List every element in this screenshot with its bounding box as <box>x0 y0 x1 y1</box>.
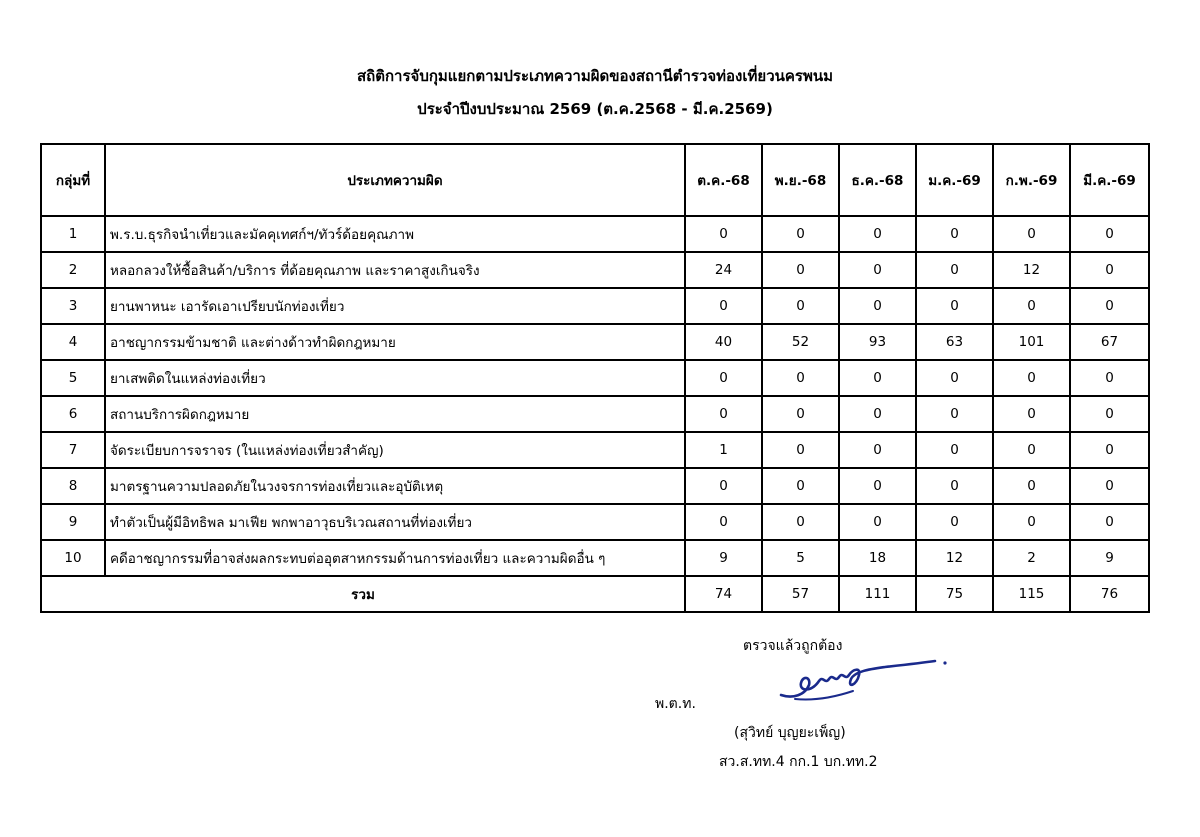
group-number-cell: 7 <box>41 432 105 468</box>
monthly-count-cell: 0 <box>685 468 762 504</box>
total-cell: 57 <box>762 576 839 612</box>
monthly-count-cell: 0 <box>762 216 839 252</box>
offense-type-cell: สถานบริการผิดกฎหมาย <box>105 396 685 432</box>
monthly-count-cell: 0 <box>993 360 1070 396</box>
table-row <box>41 360 1149 396</box>
group-number-cell: 4 <box>41 324 105 360</box>
total-cell: 115 <box>993 576 1070 612</box>
monthly-count-cell: 0 <box>993 288 1070 324</box>
table-row <box>41 324 1149 360</box>
monthly-count-cell: 0 <box>762 288 839 324</box>
monthly-count-cell: 18 <box>839 540 916 576</box>
monthly-count-cell: 0 <box>916 396 993 432</box>
total-cell: 74 <box>685 576 762 612</box>
document-subtitle: ประจำปีงบประมาณ 2569 (ต.ค.2568 - มี.ค.2569) <box>417 100 773 118</box>
signer-name: (สุวิทย์ บุญยะเพ็ญ) <box>734 725 846 741</box>
offense-type-cell: ยาเสพติดในแหล่งท่องเที่ยว <box>105 360 685 396</box>
offense-type-cell: อาชญากรรมข้ามชาติ และต่างด้าวทำผิดกฎหมาย <box>105 324 685 360</box>
monthly-count-cell: 5 <box>762 540 839 576</box>
monthly-count-cell: 0 <box>916 360 993 396</box>
column-header-month: ธ.ค.-68 <box>839 144 916 216</box>
monthly-count-cell: 0 <box>839 396 916 432</box>
table-row <box>41 432 1149 468</box>
monthly-count-cell: 0 <box>1070 288 1149 324</box>
monthly-count-cell: 0 <box>916 468 993 504</box>
offense-type-cell: มาตรฐานความปลอดภัยในวงจรการท่องเที่ยวและอุบัติเหตุ <box>105 468 685 504</box>
column-header-month: ต.ค.-68 <box>685 144 762 216</box>
document-title: สถิติการจับกุมแยกตามประเภทความผิดของสถานีตำรวจท่องเที่ยวนครพนม <box>356 67 833 85</box>
table-row <box>41 540 1149 576</box>
table-row <box>41 252 1149 288</box>
group-number-cell: 2 <box>41 252 105 288</box>
monthly-count-cell: 2 <box>993 540 1070 576</box>
monthly-count-cell: 0 <box>685 360 762 396</box>
total-cell: 75 <box>916 576 993 612</box>
monthly-count-cell: 24 <box>685 252 762 288</box>
monthly-count-cell: 0 <box>762 396 839 432</box>
group-number-cell: 8 <box>41 468 105 504</box>
offense-type-cell: พ.ร.บ.ธุรกิจนำเที่ยวและมัคคุเทศก์ฯ/ทัวร์ด้อยคุณภาพ <box>105 216 685 252</box>
signer-rank: พ.ต.ท. <box>655 696 696 712</box>
group-number-cell: 5 <box>41 360 105 396</box>
monthly-count-cell: 0 <box>685 288 762 324</box>
table-row <box>41 396 1149 432</box>
arrest-statistics-table <box>40 143 1150 613</box>
monthly-count-cell: 0 <box>1070 468 1149 504</box>
monthly-count-cell: 0 <box>993 468 1070 504</box>
group-number-cell: 10 <box>41 540 105 576</box>
monthly-count-cell: 0 <box>1070 396 1149 432</box>
column-header-month: มี.ค.-69 <box>1070 144 1149 216</box>
offense-type-cell: ยานพาหนะ เอารัดเอาเปรียบนักท่องเที่ยว <box>105 288 685 324</box>
monthly-count-cell: 0 <box>762 468 839 504</box>
column-header-offense-type: ประเภทความผิด <box>105 144 685 216</box>
monthly-count-cell: 0 <box>916 288 993 324</box>
total-cell: 76 <box>1070 576 1149 612</box>
total-label: รวม <box>41 576 685 612</box>
signer-position: สว.ส.ทท.4 กก.1 บก.ทท.2 <box>719 754 878 770</box>
monthly-count-cell: 0 <box>916 432 993 468</box>
monthly-count-cell: 12 <box>916 540 993 576</box>
table-body <box>41 216 1149 576</box>
group-number-cell: 9 <box>41 504 105 540</box>
monthly-count-cell: 9 <box>685 540 762 576</box>
monthly-count-cell: 0 <box>685 216 762 252</box>
monthly-count-cell: 0 <box>839 216 916 252</box>
offense-type-cell: จัดระเบียบการจราจร (ในแหล่งท่องเที่ยวสำคัญ) <box>105 432 685 468</box>
offense-type-cell: ทำตัวเป็นผู้มีอิทธิพล มาเฟีย พกพาอาวุธบริเวณสถานที่ท่องเที่ยว <box>105 504 685 540</box>
monthly-count-cell: 0 <box>839 360 916 396</box>
monthly-count-cell: 52 <box>762 324 839 360</box>
total-row <box>41 576 1149 612</box>
table-row <box>41 468 1149 504</box>
monthly-count-cell: 0 <box>993 396 1070 432</box>
monthly-count-cell: 9 <box>1070 540 1149 576</box>
monthly-count-cell: 0 <box>839 504 916 540</box>
column-header-month: ม.ค.-69 <box>916 144 993 216</box>
monthly-count-cell: 0 <box>762 504 839 540</box>
monthly-count-cell: 0 <box>1070 252 1149 288</box>
offense-type-cell: คดีอาชญากรรมที่อาจส่งผลกระทบต่ออุตสาหกรรมด้านการท่องเที่ยว และความผิดอื่น ๆ <box>105 540 685 576</box>
monthly-count-cell: 93 <box>839 324 916 360</box>
monthly-count-cell: 0 <box>916 252 993 288</box>
table-header-row <box>41 144 1149 216</box>
table-row <box>41 288 1149 324</box>
monthly-count-cell: 12 <box>993 252 1070 288</box>
monthly-count-cell: 0 <box>993 504 1070 540</box>
monthly-count-cell: 67 <box>1070 324 1149 360</box>
table-row <box>41 504 1149 540</box>
monthly-count-cell: 1 <box>685 432 762 468</box>
monthly-count-cell: 0 <box>762 252 839 288</box>
monthly-count-cell: 0 <box>916 216 993 252</box>
column-header-group: กลุ่มที่ <box>41 144 105 216</box>
monthly-count-cell: 0 <box>1070 432 1149 468</box>
monthly-count-cell: 0 <box>685 504 762 540</box>
verification-note: ตรวจแล้วถูกต้อง <box>743 638 843 654</box>
monthly-count-cell: 0 <box>916 504 993 540</box>
table-row <box>41 216 1149 252</box>
monthly-count-cell: 0 <box>762 360 839 396</box>
handwritten-signature <box>775 655 955 705</box>
monthly-count-cell: 0 <box>1070 504 1149 540</box>
monthly-count-cell: 40 <box>685 324 762 360</box>
monthly-count-cell: 0 <box>839 252 916 288</box>
column-header-month: พ.ย.-68 <box>762 144 839 216</box>
monthly-count-cell: 0 <box>1070 360 1149 396</box>
total-cell: 111 <box>839 576 916 612</box>
monthly-count-cell: 0 <box>685 396 762 432</box>
monthly-count-cell: 0 <box>993 216 1070 252</box>
column-header-month: ก.พ.-69 <box>993 144 1070 216</box>
offense-type-cell: หลอกลวงให้ซื้อสินค้า/บริการ ที่ด้อยคุณภาพ และราคาสูงเกินจริง <box>105 252 685 288</box>
group-number-cell: 6 <box>41 396 105 432</box>
monthly-count-cell: 0 <box>762 432 839 468</box>
monthly-count-cell: 101 <box>993 324 1070 360</box>
monthly-count-cell: 0 <box>839 432 916 468</box>
group-number-cell: 3 <box>41 288 105 324</box>
monthly-count-cell: 0 <box>839 468 916 504</box>
monthly-count-cell: 0 <box>1070 216 1149 252</box>
monthly-count-cell: 0 <box>839 288 916 324</box>
monthly-count-cell: 63 <box>916 324 993 360</box>
group-number-cell: 1 <box>41 216 105 252</box>
monthly-count-cell: 0 <box>993 432 1070 468</box>
